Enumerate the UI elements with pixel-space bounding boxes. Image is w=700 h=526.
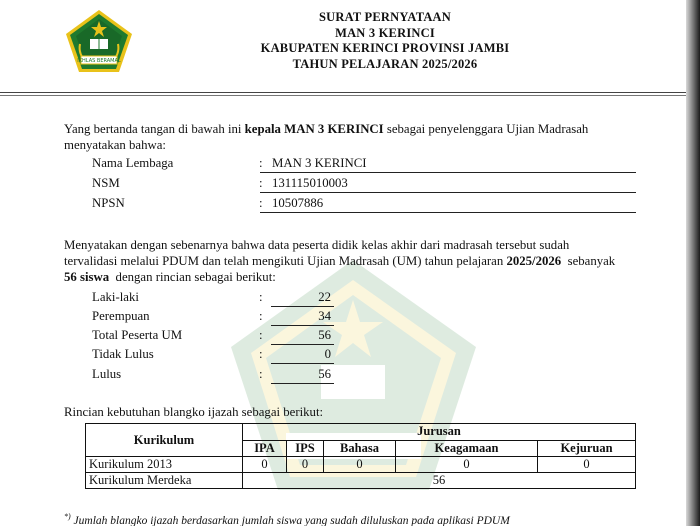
header-divider-thin bbox=[0, 95, 700, 96]
header-year: TAHUN PELAJARAN 2025/2026 bbox=[292, 56, 478, 71]
table-header-kurikulum: Kurikulum bbox=[86, 424, 243, 457]
footnote: *) Jumlah blangko ijazah berdasarkan jumlah siswa yang sudah diluluskan pada aplikasi PDUM bbox=[64, 512, 510, 526]
count-colon: : bbox=[259, 328, 263, 342]
table-row bbox=[86, 473, 636, 489]
count-colon: : bbox=[259, 290, 263, 304]
table-cell: 0 bbox=[396, 457, 538, 473]
identity-label: Nama Lembaga bbox=[92, 156, 174, 170]
intro-line: Yang bertanda tangan di bawah ini kepala MAN 3 KERINCI sebagai penyelenggara Ujian Madrasah bbox=[64, 122, 589, 136]
identity-colon: : bbox=[259, 156, 263, 170]
table-cell-merged: 56 bbox=[243, 473, 636, 489]
table-subheader: Kejuruan bbox=[538, 440, 636, 457]
blangko-intro: Rincian kebutuhan blangko ijazah sebagai berikut: bbox=[64, 405, 324, 419]
count-label: Laki-laki bbox=[92, 290, 139, 304]
identity-label: NSM bbox=[92, 176, 120, 190]
identity-value: MAN 3 KERINCI bbox=[260, 156, 636, 173]
table-cell: 0 bbox=[324, 457, 396, 473]
table-cell-label: Kurikulum 2013 bbox=[86, 457, 243, 473]
table-cell: 0 bbox=[538, 457, 636, 473]
intro-line-2: menyatakan bahwa: bbox=[64, 138, 166, 152]
count-label: Perempuan bbox=[92, 309, 150, 323]
table-cell: 0 bbox=[243, 457, 287, 473]
count-colon: : bbox=[259, 347, 263, 361]
table-subheader: Keagamaan bbox=[396, 440, 538, 457]
statement-line-2: tervalidasi melalui PDUM dan telah mengikuti Ujian Madrasah (UM) tahun pelajaran 2025/2026 sebanyak bbox=[64, 254, 616, 268]
statement-line-3: 56 siswa dengan rincian sebagai berikut: bbox=[64, 270, 276, 284]
count-value: 22 bbox=[271, 290, 334, 307]
count-value: 34 bbox=[271, 309, 334, 326]
document-header bbox=[220, 10, 550, 72]
statement-line-1: Menyatakan dengan sebenarnya bahwa data peserta didik kelas akhir dari madrasah tersebut sudah bbox=[64, 238, 570, 252]
count-value: 56 bbox=[271, 328, 334, 345]
table-subheader: Bahasa bbox=[324, 440, 396, 457]
count-value: 0 bbox=[271, 347, 334, 364]
identity-value: 131115010003 bbox=[260, 176, 636, 193]
scan-edge-shadow bbox=[686, 0, 700, 526]
identity-colon: : bbox=[259, 176, 263, 190]
table-cell: 0 bbox=[287, 457, 324, 473]
count-colon: : bbox=[259, 309, 263, 323]
table-header-jurusan: Jurusan bbox=[243, 424, 636, 441]
identity-colon: : bbox=[259, 196, 263, 210]
svg-text:IKHLAS BERAMAL: IKHLAS BERAMAL bbox=[77, 58, 121, 64]
identity-label: NPSN bbox=[92, 196, 125, 210]
table-subheader: IPA bbox=[243, 440, 287, 457]
table-row bbox=[86, 457, 636, 473]
table-cell-label: Kurikulum Merdeka bbox=[86, 473, 243, 489]
identity-value: 10507886 bbox=[260, 196, 636, 213]
header-divider bbox=[0, 92, 700, 93]
count-colon: : bbox=[259, 367, 263, 381]
count-label: Tidak Lulus bbox=[92, 347, 154, 361]
header-region: KABUPATEN KERINCI PROVINSI JAMBI bbox=[260, 41, 510, 55]
header-title: SURAT PERNYATAAN bbox=[318, 10, 452, 24]
count-label: Lulus bbox=[92, 367, 122, 381]
kemenag-logo-icon bbox=[64, 8, 134, 74]
count-label: Total Peserta UM bbox=[92, 328, 183, 342]
table-subheader: IPS bbox=[287, 440, 324, 457]
count-value: 56 bbox=[271, 367, 334, 384]
blangko-table bbox=[85, 423, 636, 489]
header-school: MAN 3 KERINCI bbox=[335, 25, 435, 40]
